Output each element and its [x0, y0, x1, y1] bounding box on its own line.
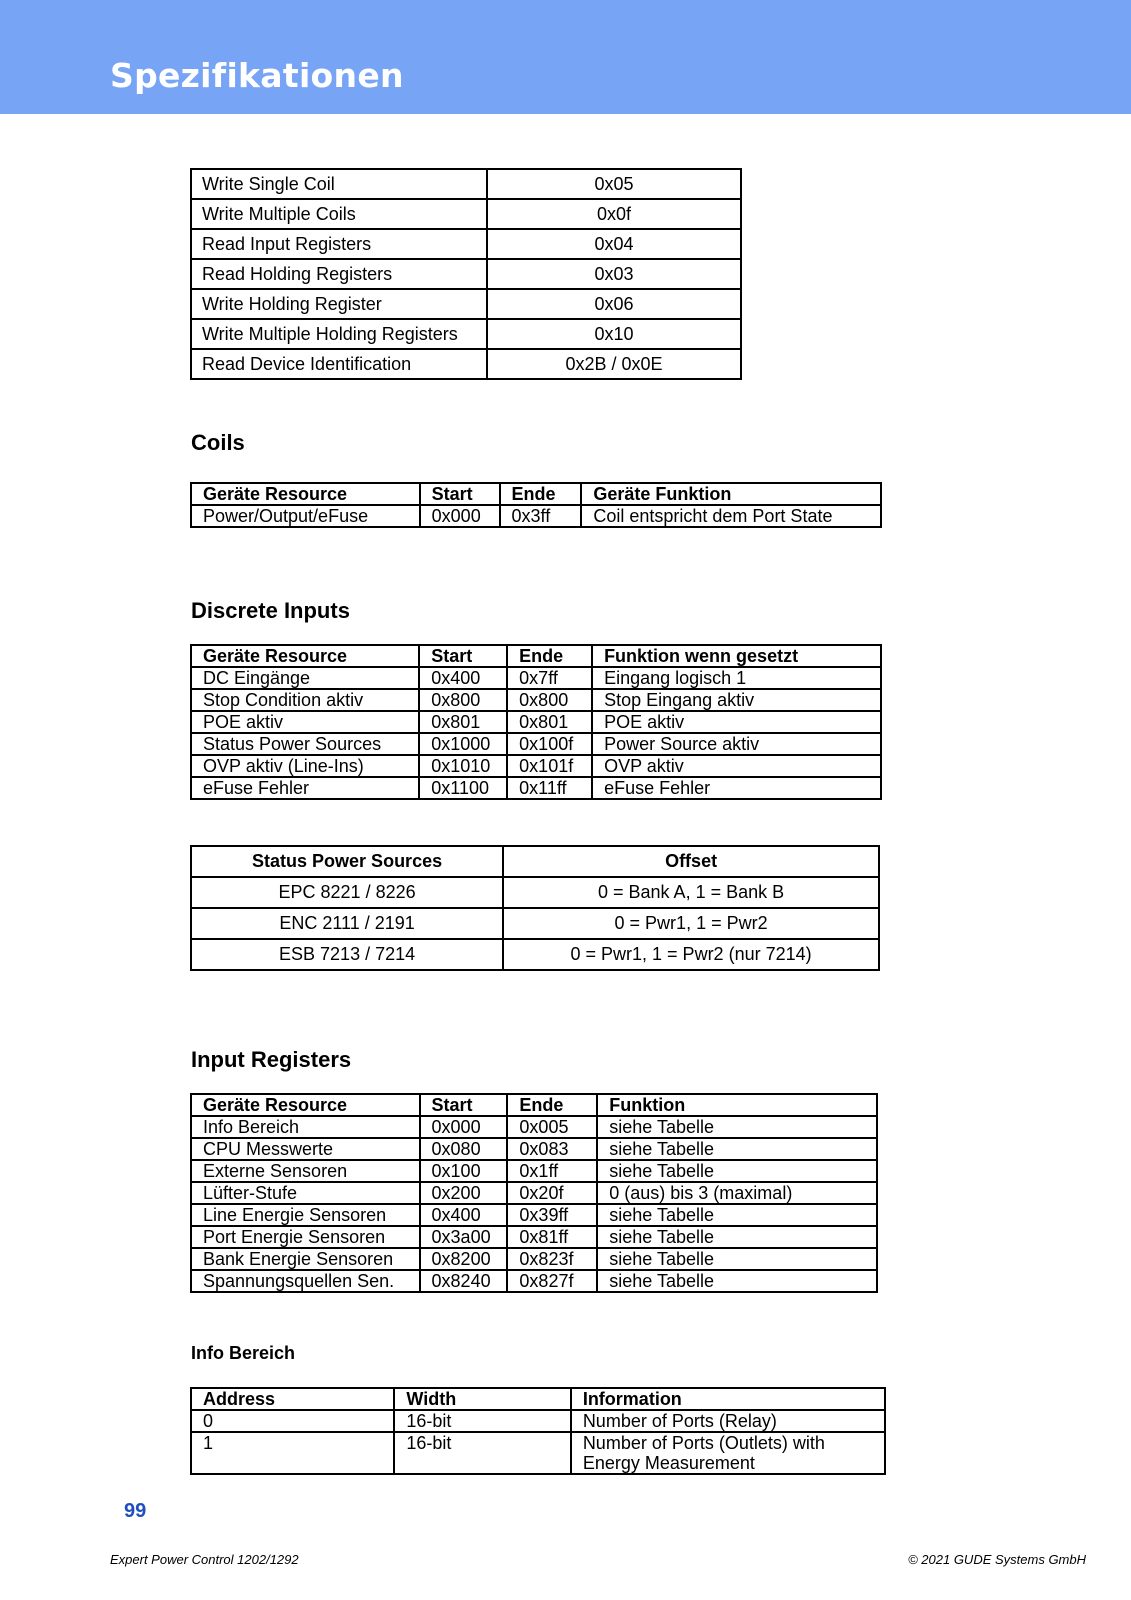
table-cell: siehe Tabelle: [597, 1116, 877, 1138]
table-cell: EPC 8221 / 8226: [191, 877, 503, 908]
table-cell: siehe Tabelle: [597, 1270, 877, 1292]
table-row: [191, 229, 741, 259]
table-cell: 0x400: [419, 667, 507, 689]
table-cell: 16-bit: [394, 1410, 570, 1432]
table-cell: DC Eingänge: [191, 667, 419, 689]
section-title-discrete-inputs: Discrete Inputs: [191, 598, 350, 623]
function-name: Write Multiple Coils: [191, 199, 487, 229]
column-header: Ende: [500, 483, 582, 505]
table-cell: POE aktiv: [191, 711, 419, 733]
table-cell: Stop Eingang aktiv: [592, 689, 881, 711]
table-cell: 1: [191, 1432, 394, 1474]
table-row: [191, 908, 879, 939]
column-header: Start: [420, 1094, 508, 1116]
function-name: Write Single Coil: [191, 169, 487, 199]
table-cell: Externe Sensoren: [191, 1160, 420, 1182]
table-cell: 0x000: [420, 1116, 508, 1138]
table-header-row: [191, 645, 881, 667]
table-row: [191, 1204, 877, 1226]
table-cell: Eingang logisch 1: [592, 667, 881, 689]
table-row: [191, 711, 881, 733]
function-code: 0x05: [487, 169, 741, 199]
coils-table: [190, 482, 882, 528]
table-cell: 0x20f: [507, 1182, 597, 1204]
table-cell: Port Energie Sensoren: [191, 1226, 420, 1248]
table-cell: CPU Messwerte: [191, 1138, 420, 1160]
function-name: Write Multiple Holding Registers: [191, 319, 487, 349]
table-cell: 0x083: [507, 1138, 597, 1160]
table-row: [191, 319, 741, 349]
column-header: Geräte Resource: [191, 1094, 420, 1116]
column-header: Ende: [507, 645, 592, 667]
table-row: [191, 289, 741, 319]
table-cell: Info Bereich: [191, 1116, 420, 1138]
table-cell: eFuse Fehler: [592, 777, 881, 799]
table-cell: Power Source aktiv: [592, 733, 881, 755]
table-cell: Line Energie Sensoren: [191, 1204, 420, 1226]
table-row: [191, 349, 741, 379]
table-cell: Number of Ports (Relay): [571, 1410, 885, 1432]
table-cell: 0: [191, 1410, 394, 1432]
table-row: [191, 667, 881, 689]
function-name: Read Holding Registers: [191, 259, 487, 289]
table-cell: Status Power Sources: [191, 733, 419, 755]
column-header: Address: [191, 1388, 394, 1410]
table-header-row: [191, 1094, 877, 1116]
table-cell: 0x827f: [507, 1270, 597, 1292]
table-row: [191, 1432, 885, 1474]
column-header: Geräte Funktion: [581, 483, 881, 505]
table-cell: 0 = Pwr1, 1 = Pwr2 (nur 7214): [503, 939, 879, 970]
table-row: [191, 939, 879, 970]
table-cell: 0x1010: [419, 755, 507, 777]
function-code: 0x06: [487, 289, 741, 319]
table-row: [191, 505, 881, 527]
header-banner: [0, 0, 1131, 114]
table-cell: 0x100: [420, 1160, 508, 1182]
table-cell: 0x39ff: [507, 1204, 597, 1226]
table-row: [191, 1270, 877, 1292]
table-cell: siehe Tabelle: [597, 1204, 877, 1226]
column-header: Offset: [503, 846, 879, 877]
function-code: 0x03: [487, 259, 741, 289]
column-header: Funktion wenn gesetzt: [592, 645, 881, 667]
column-header: Funktion: [597, 1094, 877, 1116]
footer-product: Expert Power Control 1202/1292: [110, 1552, 299, 1567]
table-cell: 0x7ff: [507, 667, 592, 689]
function-name: Write Holding Register: [191, 289, 487, 319]
table-row: [191, 1248, 877, 1270]
table-cell: 0x801: [507, 711, 592, 733]
column-header: Start: [420, 483, 500, 505]
table-cell: siehe Tabelle: [597, 1226, 877, 1248]
table-cell: 0x1100: [419, 777, 507, 799]
table-cell: 0x100f: [507, 733, 592, 755]
column-header: Geräte Resource: [191, 483, 420, 505]
function-name: Read Device Identification: [191, 349, 487, 379]
table-cell: 0x005: [507, 1116, 597, 1138]
table-cell: siehe Tabelle: [597, 1160, 877, 1182]
column-header: Information: [571, 1388, 885, 1410]
table-cell: 0x1ff: [507, 1160, 597, 1182]
table-row: [191, 1138, 877, 1160]
table-cell: 0x8240: [420, 1270, 508, 1292]
table-header-row: [191, 1388, 885, 1410]
table-cell: siehe Tabelle: [597, 1138, 877, 1160]
table-cell: 0x101f: [507, 755, 592, 777]
table-cell: 0x800: [507, 689, 592, 711]
table-cell: 0x000: [420, 505, 500, 527]
table-row: [191, 199, 741, 229]
page-title: Spezifikationen: [110, 56, 404, 95]
table-row: [191, 1116, 877, 1138]
info-bereich-table: [190, 1387, 886, 1475]
table-cell: 0x81ff: [507, 1226, 597, 1248]
column-header: Start: [419, 645, 507, 667]
table-cell: 0x8200: [420, 1248, 508, 1270]
column-header: Width: [394, 1388, 570, 1410]
input-registers-table: [190, 1093, 878, 1293]
table-cell: 0x3a00: [420, 1226, 508, 1248]
table-cell: 0 = Bank A, 1 = Bank B: [503, 877, 879, 908]
function-code-table: [190, 168, 742, 380]
table-header-row: [191, 846, 879, 877]
column-header: Ende: [507, 1094, 597, 1116]
discrete-inputs-table: [190, 644, 882, 800]
table-cell: 0x823f: [507, 1248, 597, 1270]
function-code: 0x0f: [487, 199, 741, 229]
table-cell: Stop Condition aktiv: [191, 689, 419, 711]
table-cell: 16-bit: [394, 1432, 570, 1474]
table-cell: 0 (aus) bis 3 (maximal): [597, 1182, 877, 1204]
table-row: [191, 1410, 885, 1432]
table-cell: 0x400: [420, 1204, 508, 1226]
function-code: 0x10: [487, 319, 741, 349]
table-cell: 0x1000: [419, 733, 507, 755]
table-row: [191, 1160, 877, 1182]
table-row: [191, 259, 741, 289]
status-power-sources-table: [190, 845, 880, 971]
table-cell: OVP aktiv (Line-Ins): [191, 755, 419, 777]
table-cell: POE aktiv: [592, 711, 881, 733]
table-row: [191, 755, 881, 777]
table-cell: 0 = Pwr1, 1 = Pwr2: [503, 908, 879, 939]
table-cell: 0x801: [419, 711, 507, 733]
table-cell: Power/Output/eFuse: [191, 505, 420, 527]
page-number: 99: [124, 1500, 147, 1522]
table-header-row: [191, 483, 881, 505]
column-header: Status Power Sources: [191, 846, 503, 877]
column-header: Geräte Resource: [191, 645, 419, 667]
table-cell: Coil entspricht dem Port State: [581, 505, 881, 527]
footer-copyright: © 2021 GUDE Systems GmbH: [908, 1552, 1086, 1567]
table-row: [191, 877, 879, 908]
function-code: 0x2B / 0x0E: [487, 349, 741, 379]
function-code: 0x04: [487, 229, 741, 259]
table-cell: Spannungsquellen Sen.: [191, 1270, 420, 1292]
table-row: [191, 1182, 877, 1204]
table-row: [191, 733, 881, 755]
table-cell: OVP aktiv: [592, 755, 881, 777]
table-row: [191, 169, 741, 199]
table-cell: 0x11ff: [507, 777, 592, 799]
table-row: [191, 689, 881, 711]
function-name: Read Input Registers: [191, 229, 487, 259]
table-cell: Lüfter-Stufe: [191, 1182, 420, 1204]
table-cell: eFuse Fehler: [191, 777, 419, 799]
section-title-input-registers: Input Registers: [191, 1047, 352, 1072]
table-cell: Number of Ports (Outlets) with Energy Measurement: [571, 1432, 885, 1474]
table-row: [191, 777, 881, 799]
table-cell: 0x3ff: [500, 505, 582, 527]
table-cell: ENC 2111 / 2191: [191, 908, 503, 939]
table-cell: Bank Energie Sensoren: [191, 1248, 420, 1270]
table-cell: 0x800: [419, 689, 507, 711]
table-cell: ESB 7213 / 7214: [191, 939, 503, 970]
table-cell: 0x080: [420, 1138, 508, 1160]
table-row: [191, 1226, 877, 1248]
section-title-coils: Coils: [191, 430, 245, 455]
table-cell: 0x200: [420, 1182, 508, 1204]
table-cell: siehe Tabelle: [597, 1248, 877, 1270]
section-title-info-bereich: Info Bereich: [191, 1343, 296, 1363]
